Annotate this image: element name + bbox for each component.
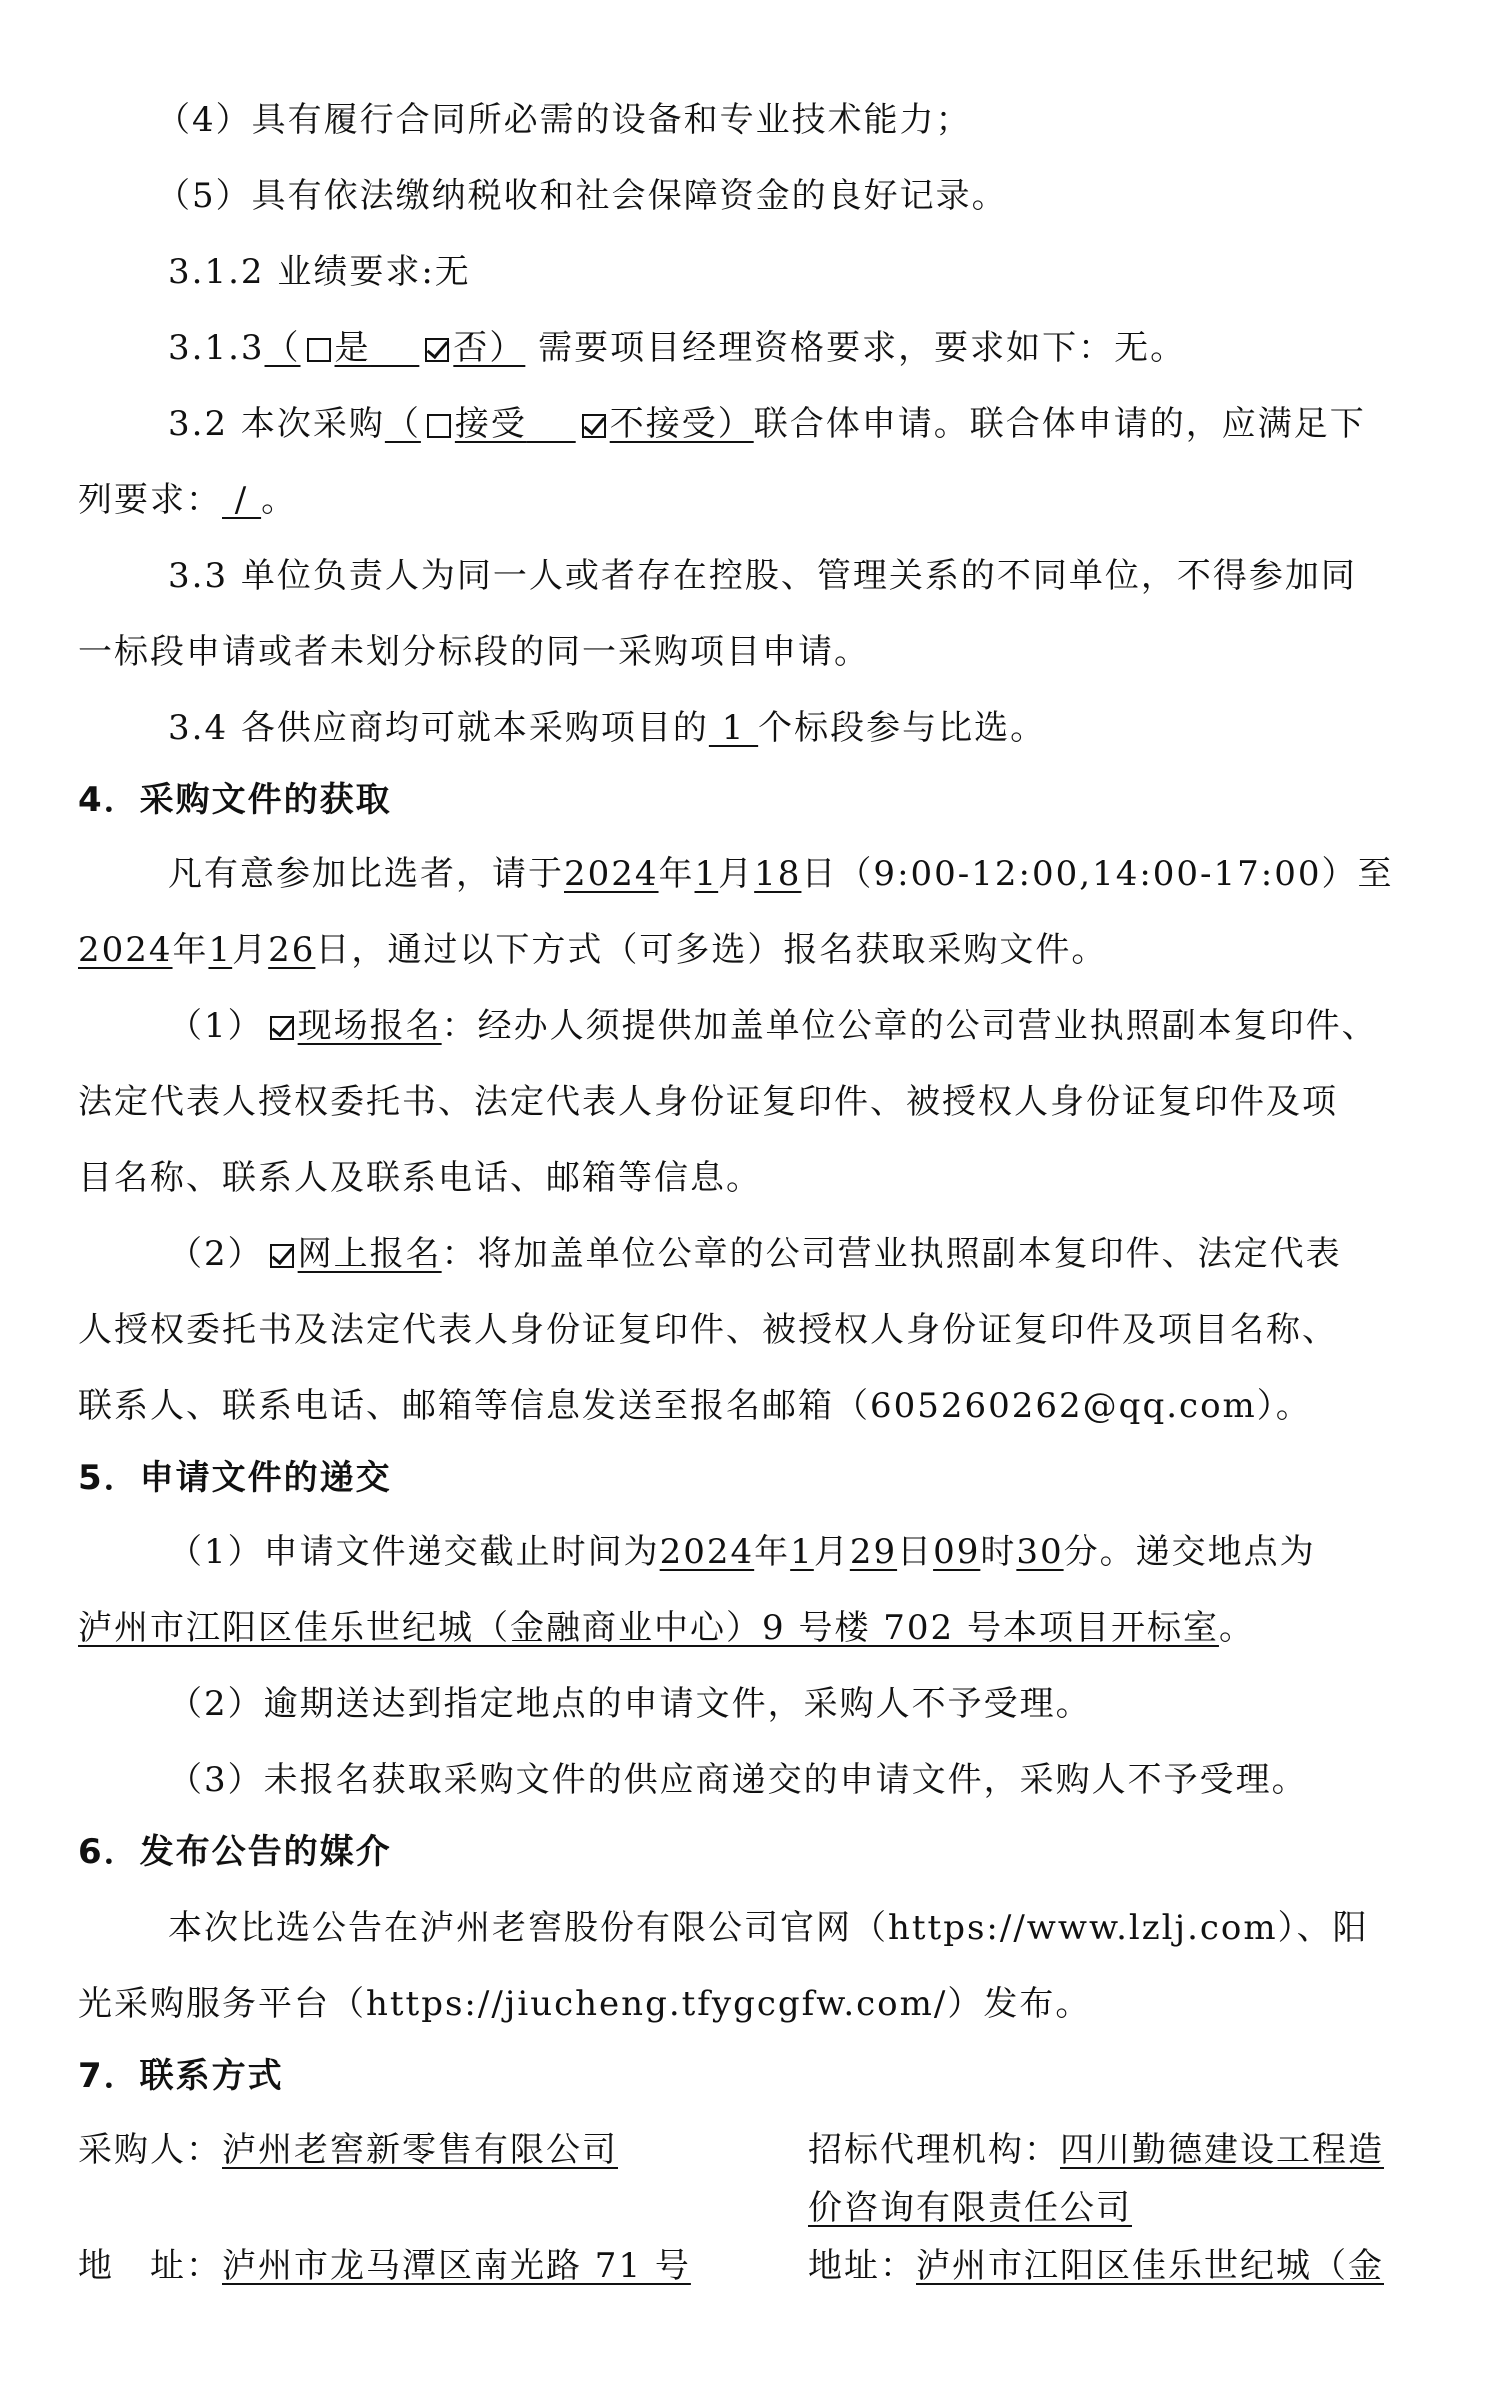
consortium-requirements: 列要求： / 。 <box>78 480 298 520</box>
requirement-5: （5）具有依法缴纳税收和社会保障资金的良好记录。 <box>156 176 1008 216</box>
agency-contact: 招标代理机构：四川勤德建设工程造 <box>808 2130 1384 2170</box>
onsite-registration-cont2: 目名称、联系人及联系电话、邮箱等信息。 <box>78 1158 762 1198</box>
purchaser-address: 地 址：泸州市龙马潭区南光路 71 号 <box>78 2246 691 2286</box>
online-registration: （2） 网上报名：将加盖单位公章的公司营业执照副本复印件、法定代表 <box>168 1234 1342 1274</box>
submission-deadline: （1）申请文件递交截止时间为2024年1月29日09时30分。递交地点为 <box>168 1532 1316 1572</box>
online-registration-email: 联系人、联系电话、邮箱等信息发送至报名邮箱（605260262@qq.com）。 <box>78 1386 1312 1426</box>
section-6-heading: 6．发布公告的媒介 <box>78 1832 392 1872</box>
onsite-registration: （1） 现场报名：经办人须提供加盖单位公章的公司营业执照副本复印件、 <box>168 1006 1378 1046</box>
submission-location: 泸州市江阳区佳乐世纪城（金融商业中心）9 号楼 702 号本项目开标室。 <box>78 1608 1255 1648</box>
onsite-registration-cont: 法定代表人授权委托书、法定代表人身份证复印件、被授权人身份证复印件及项 <box>78 1082 1338 1122</box>
checkbox-accept[interactable] <box>427 414 451 438</box>
checkbox-onsite[interactable] <box>270 1016 294 1040</box>
checkbox-online[interactable] <box>270 1244 294 1268</box>
publication-media-cont: 光采购服务平台（https://jiucheng.tfygcgfw.com/）发布。 <box>78 1984 1092 2024</box>
section-7-heading: 7．联系方式 <box>78 2056 284 2096</box>
checkbox-no[interactable] <box>425 338 449 362</box>
section-5-heading: 5．申请文件的递交 <box>78 1458 392 1498</box>
agency-address: 地址：泸州市江阳区佳乐世纪城（金 <box>808 2246 1384 2286</box>
manager-qualification-options: （ 是 否） <box>264 328 526 368</box>
consortium-options: （ 接受 不接受） <box>384 404 754 444</box>
performance-requirement: 3.1.2 业绩要求:无 <box>168 252 471 292</box>
checkbox-yes[interactable] <box>307 338 331 362</box>
unregistered-note: （3）未报名获取采购文件的供应商递交的申请文件，采购人不予受理。 <box>168 1760 1308 1800</box>
registration-period: 凡有意参加比选者，请于2024年1月18日（9:00-12:00,14:00-17:00）至 <box>168 854 1394 894</box>
checkbox-not-accept[interactable] <box>582 414 606 438</box>
registration-period-end: 2024年1月26日，通过以下方式（可多选）报名获取采购文件。 <box>78 930 1108 970</box>
clause-3-3-cont: 一标段申请或者未划分标段的同一采购项目申请。 <box>78 632 870 672</box>
requirement-4: （4）具有履行合同所必需的设备和专业技术能力； <box>156 100 972 140</box>
clause-3-4: 3.4 各供应商均可就本采购项目的 1 个标段参与比选。 <box>168 708 1047 748</box>
publication-media: 本次比选公告在泸州老窖股份有限公司官网（https://www.lzlj.com）、阳 <box>168 1908 1369 1948</box>
late-submission-note: （2）逾期送达到指定地点的申请文件，采购人不予受理。 <box>168 1684 1092 1724</box>
manager-qualification: 3.1.3（ 是 否） 需要项目经理资格要求，要求如下：无。 <box>168 328 1187 368</box>
consortium-line: 3.2 本次采购（ 接受 不接受）联合体申请。联合体申请的，应满足下 <box>168 404 1366 444</box>
clause-3-3: 3.3 单位负责人为同一人或者存在控股、管理关系的不同单位，不得参加同 <box>168 556 1357 596</box>
purchaser-contact: 采购人：泸州老窖新零售有限公司 <box>78 2130 618 2170</box>
agency-contact-cont: 价咨询有限责任公司 <box>808 2188 1132 2228</box>
section-4-heading: 4．采购文件的获取 <box>78 780 392 820</box>
online-registration-cont: 人授权委托书及法定代表人身份证复印件、被授权人身份证复印件及项目名称、 <box>78 1310 1338 1350</box>
